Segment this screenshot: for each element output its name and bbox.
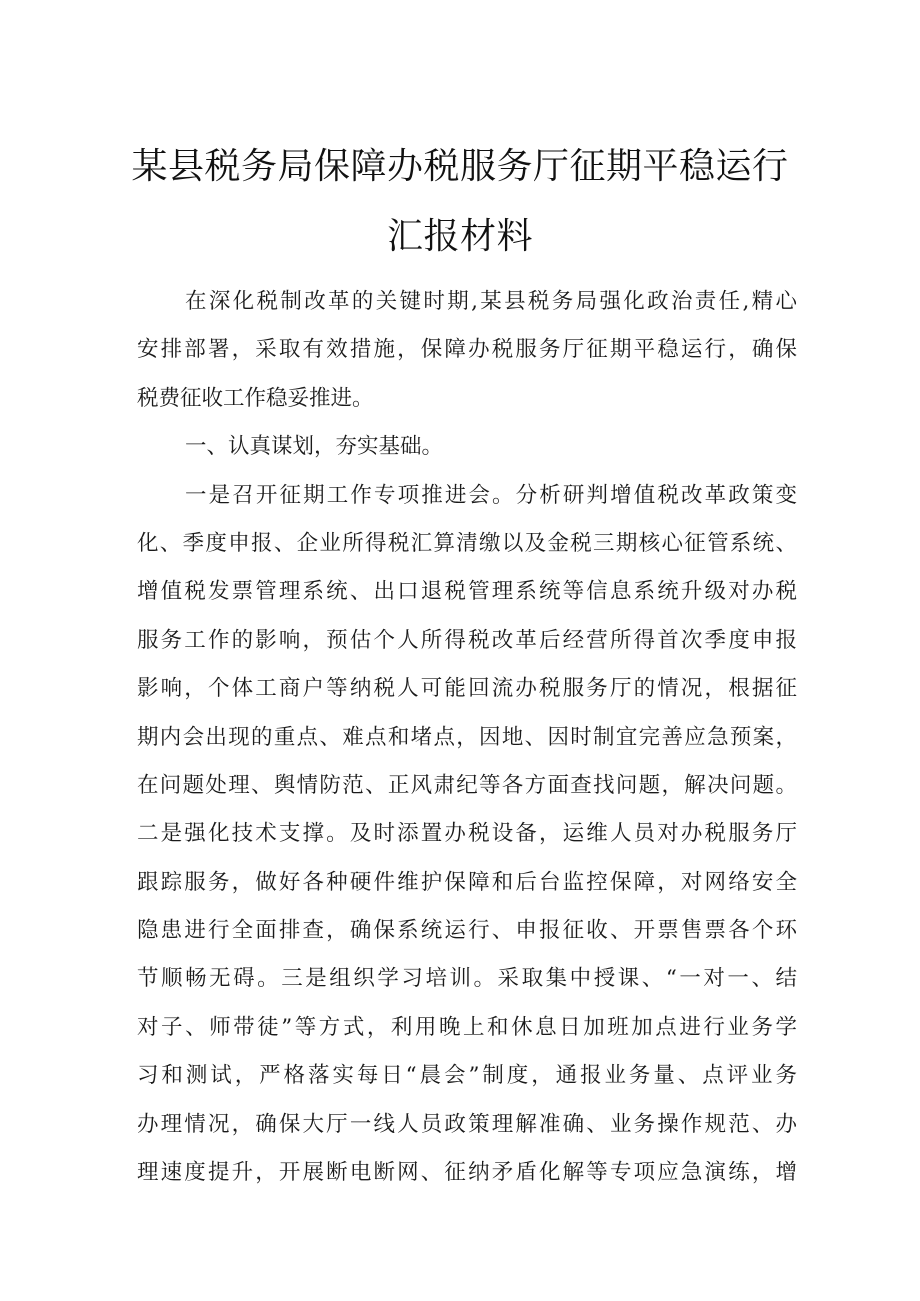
paragraph-intro-line: 税费征收工作稳妥推进。: [137, 385, 374, 411]
paragraph-body-line: 隐患进行全面排查，确保系统运行、申报征收、开票售票各个环: [137, 918, 797, 944]
paragraph-body-line: 期内会出现的重点、难点和堵点，因地、因时制宜完善应急预案，: [137, 724, 797, 750]
document-body: [137, 278, 797, 1197]
section-heading-1: 一、认真谋划，夯实基础。: [185, 434, 444, 460]
paragraph-body-line: 化、季度申报、企业所得税汇算清缴以及金税三期核心征管系统、: [137, 530, 797, 556]
document-title-line-1: 某县税务局保障办税服务厅征期平稳运行: [131, 146, 789, 187]
paragraph-body-line: 办理情况，确保大厅一线人员政策理解准确、业务操作规范、办: [137, 1111, 797, 1137]
paragraph-body-line: 对子、师带徒”等方式，利用晚上和休息日加班加点进行业务学: [137, 1014, 797, 1040]
paragraph-body-line: 节顺畅无碍。三是组织学习培训。采取集中授课、“一对一、结: [137, 966, 797, 992]
paragraph-body-line: 一是召开征期工作专项推进会。分析研判增值税改革政策变: [185, 482, 797, 508]
paragraph-intro-line: 在深化税制改革的关键时期,某县税务局强化政治责任,精心: [185, 289, 797, 314]
paragraph-body-line: 影响，个体工商户等纳税人可能回流办税服务厅的情况，根据征: [137, 676, 797, 702]
paragraph-body-line: 服务工作的影响，预估个人所得税改革后经营所得首次季度申报: [137, 627, 797, 653]
paragraph-body-line: 理速度提升，开展断电断网、征纳矛盾化解等专项应急演练，增: [137, 1160, 797, 1186]
document-title-line-2: 汇报材料: [386, 216, 533, 257]
paragraph-intro-line: 安排部署，采取有效措施，保障办税服务厅征期平稳运行，确保: [137, 337, 797, 363]
paragraph-body-line: 跟踪服务，做好各种硬件维护保障和后台监控保障，对网络安全: [137, 869, 797, 895]
paragraph-body-line: 增值税发票管理系统、出口退税管理系统等信息系统升级对办税: [137, 579, 797, 605]
paragraph-body-line: 在问题处理、舆情防范、正风肃纪等各方面查找问题，解决问题。: [137, 772, 797, 798]
paragraph-body-line: 习和测试，严格落实每日“晨会”制度，通报业务量、点评业务: [137, 1063, 797, 1089]
paragraph-body-line: 二是强化技术支撑。及时添置办税设备，运维人员对办税服务厅: [137, 821, 797, 847]
